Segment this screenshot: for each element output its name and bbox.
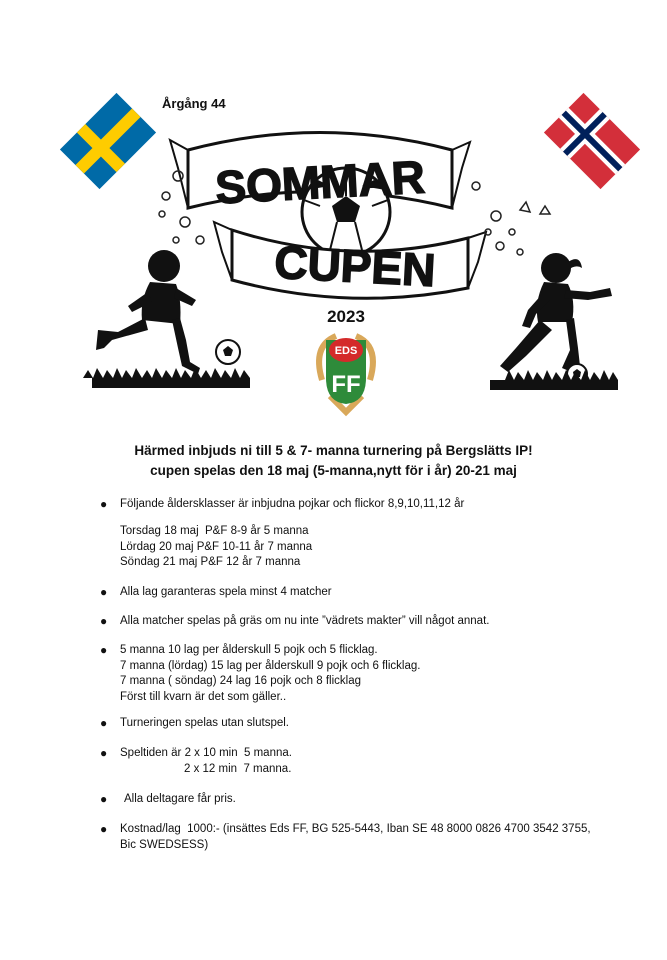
bullet-icon: ●: [100, 716, 108, 730]
bullet-icon: ●: [100, 497, 108, 511]
left-ball-icon: [216, 340, 240, 364]
hero-artwork: [0, 90, 667, 430]
bullet-icon: ●: [100, 822, 108, 836]
no-playoff-text: Turneringen spelas utan slutspel.: [120, 717, 289, 729]
banner-title-line1: SOMMAR: [214, 150, 427, 214]
age-classes-item: [100, 497, 464, 513]
prizes-text: Alla deltagare får pris.: [124, 793, 236, 805]
boy-player-silhouette-icon: [96, 250, 200, 374]
prizes-item: [100, 792, 236, 808]
playtime-line: Speltiden är 2 x 10 min 5 manna.: [120, 747, 292, 759]
matches-guarantee-item: [100, 585, 332, 601]
year-group-label: Årgång 44: [162, 96, 226, 111]
right-grass-strip: [490, 370, 618, 390]
age-classes-text: Följande åldersklasser är inbjudna pojkar och flickor 8,9,10,11,12 år: [120, 498, 465, 510]
playtime-line: 2 x 12 min 7 manna.: [184, 762, 292, 775]
left-grass-strip: [83, 368, 250, 388]
schedule-list: [120, 524, 312, 571]
norway-flag-icon: [544, 93, 640, 189]
playtime-item: [100, 746, 292, 777]
no-playoff-item: [100, 716, 289, 732]
eds-ff-logo-bottom: FF: [331, 371, 361, 398]
bullet-icon: ●: [100, 792, 108, 806]
teams-line: 7 manna ( söndag) 24 lag 16 pojk och 8 flicklag: [120, 675, 362, 687]
grass-item: [100, 614, 489, 630]
event-year: 2023: [327, 307, 365, 326]
banner-title-line2: CUPEN: [273, 235, 437, 297]
bullet-icon: ●: [100, 585, 108, 599]
matches-guarantee-text: Alla lag garanteras spela minst 4 matcher: [120, 586, 332, 598]
grass-text: Alla matcher spelas på gräs om nu inte ”vädrets makter” vill något annat.: [120, 615, 490, 627]
teams-item: [100, 643, 420, 705]
schedule-day: Söndag 21 maj P&F 12 år 7 manna: [120, 556, 301, 568]
cost-item: [100, 822, 591, 853]
bullet-icon: ●: [100, 614, 108, 628]
eds-ff-logo-top: EDS: [334, 345, 358, 357]
teams-line: 7 manna (lördag) 15 lag per ålderskull 9 pojk och 6 flicklag.: [120, 659, 421, 672]
cost-line: Kostnad/lag 1000:- (insättes Eds FF, BG 525-5443, Iban SE 48 8000 0826 4700 3542 3755,: [120, 823, 591, 835]
cost-line: Bic SWEDSESS): [120, 838, 209, 851]
bullet-icon: ●: [100, 746, 108, 760]
teams-line: Först till kvarn är det som gäller..: [120, 690, 287, 703]
intro-line-1: Härmed inbjuds ni till 5 & 7- manna turnering på Bergslätts IP!: [134, 443, 533, 458]
sweden-flag-icon: [60, 93, 156, 189]
schedule-day: Lördag 20 maj P&F 10-11 år 7 manna: [120, 540, 313, 553]
bullet-icon: ●: [100, 643, 108, 657]
schedule-day: Torsdag 18 maj P&F 8-9 år 5 manna: [120, 525, 309, 537]
girl-player-silhouette-icon: [500, 253, 612, 374]
teams-line: 5 manna 10 lag per ålderskull 5 pojk och 5 flicklag.: [120, 644, 378, 656]
intro-line-2: cupen spelas den 18 maj (5-manna,nytt för i år) 20-21 maj: [150, 463, 517, 478]
